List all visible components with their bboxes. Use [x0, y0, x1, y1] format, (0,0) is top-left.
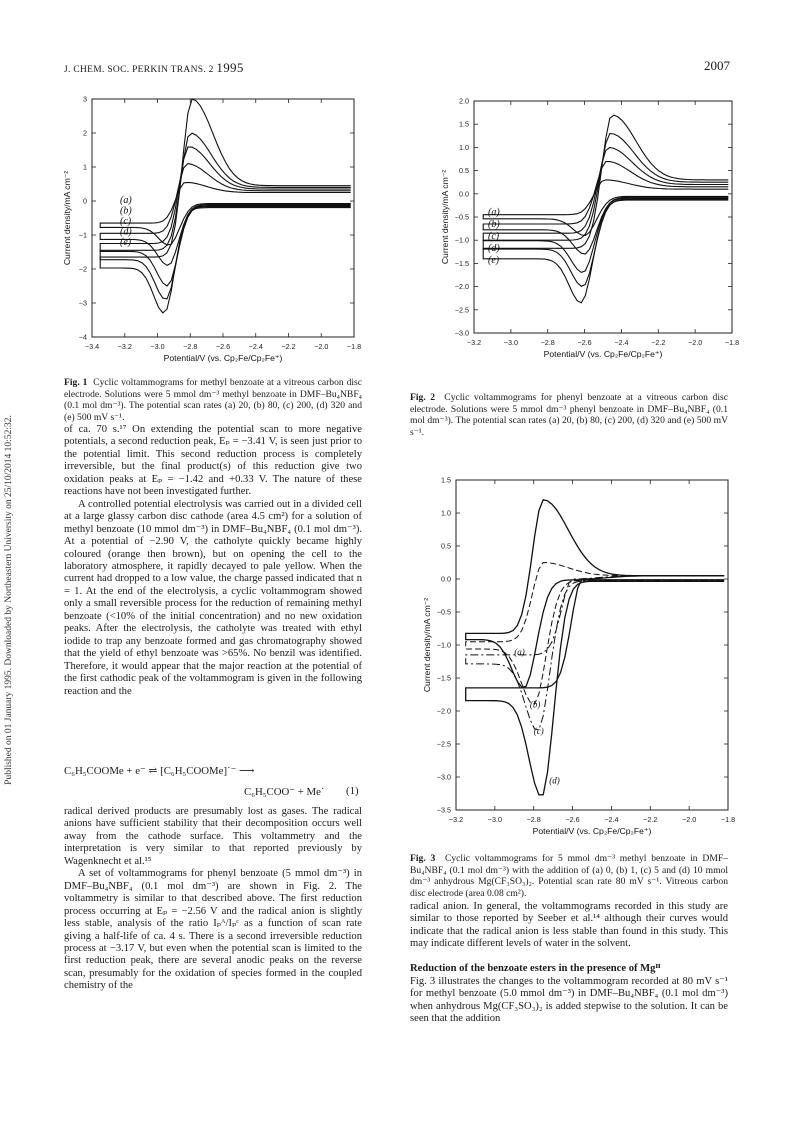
download-notice: [2, 200, 16, 1000]
y-tick-label: 3: [83, 94, 87, 104]
figure-2-caption: [410, 392, 728, 438]
y-tick-label: 2: [83, 128, 87, 138]
y-tick-label: 2.0: [459, 96, 469, 106]
paragraph: A controlled potential electrolysis was carried out in a divided cell at a large glassy carbon disc cathode (area 4.5 cm²) for a solution of methyl benzoate (10 mmol dm⁻³) in DMF–Bu₄NBF₄ (0.1 mol dm⁻³). At a potential of −2.90 V, the catholyte quickly became highly coloured (orange then brown), but on opening the cell to the laboratory atmosphere, it rapidly decayed to pale yellow. When the current had dropped to a low value, the charge passed indicated that n = 1. At the end of the electrolysis, a cyclic voltammogram showed only a small reversible process for the reduction of remaining methyl benzoate (<10% of the initial concentration) and no new oxidation peaks. After the electrolysis, the catholyte was treated with ethyl iodide to trap any benzoate formed and gas chromatography showed that the yield of ethyl benzoate was >65%. No benzil was identified. Therefore, it would appear that the major reaction at the potential of the first cathodic peak of the voltammogram is given in the following reaction and the: [64, 498, 362, 697]
x-tick-label: −3.4: [84, 342, 100, 351]
figure-1-caption-text: Cyclic voltammograms for methyl benzoate at a vitreous carbon disc electrode. Solutions were 5 mmol dm⁻³ methyl benzoate in DMF–Bu₄NBF₄ (0.1 mol dm⁻³). The potential scan rates (a) 20, (b) 80, (c) 200, (d) 320 and (e) 500 mV s⁻¹.: [64, 377, 363, 423]
series-line-c: [100, 147, 351, 286]
curve-label: (e): [488, 255, 500, 266]
right-column-text: [410, 901, 728, 951]
x-tick-label: −1.8: [724, 338, 740, 347]
y-axis-label: Current density/mA cm⁻²: [422, 597, 432, 693]
plot-frame: [92, 99, 354, 337]
x-tick-label: −2.2: [281, 342, 296, 351]
figure-1-caption-label: Fig. 1: [64, 377, 88, 388]
equation-1-line-1: C₆H₅COOMe + e⁻ ⇌ [C₆H₅COOMe]˙⁻ ⟶: [64, 765, 255, 777]
y-tick-label: −1.0: [436, 640, 451, 650]
x-tick-label: −3.0: [503, 338, 518, 347]
x-axis-label: Potential/V (vs. Cp₂Fe/Cp₂Fe⁺): [532, 826, 652, 836]
curve-label: (c): [533, 726, 544, 737]
figure-3-caption-text: Cyclic voltammograms for 5 mmol dm⁻³ methyl benzoate in DMF–Bu₄NBF₄ (0.1 mol dm⁻³) with the addition of (a) 0, (b) 1, (c) 5 and (d) 10 mmol dm⁻³ anhydrous Mg(CF₃SO₃)₂. Potential scan rate 80 mV s⁻¹. Vitreous carbon disc electrode (area 0.08 cm²).: [410, 853, 728, 899]
series-line-a: [100, 182, 351, 245]
x-tick-label: −1.8: [346, 342, 362, 351]
x-tick-label: −2.8: [183, 342, 198, 351]
curve-label: (e): [120, 237, 132, 248]
figure-3-chart: [418, 470, 736, 845]
curve-label: (a): [488, 207, 500, 218]
figure-1-caption: [64, 377, 362, 423]
curve-label: (b): [529, 699, 541, 710]
figure-2-caption-label: Fig. 2: [410, 392, 436, 403]
y-tick-label: −0.5: [454, 212, 469, 222]
y-tick-label: 1.5: [441, 475, 451, 485]
curve-label: (a): [514, 646, 525, 657]
x-tick-label: −2.6: [577, 338, 592, 347]
left-column-text-top: [64, 424, 362, 698]
curve-label: (b): [488, 219, 500, 230]
page-number: 2007: [704, 58, 730, 73]
y-tick-label: 1.0: [441, 508, 451, 518]
y-tick-label: −3.0: [436, 772, 451, 782]
paragraph: radical anion. In general, the voltammograms recorded in this study are similar to those reported by Seeber et al.¹⁴ although their curves would indicate that the radical anion is less stable than found in this study. This may indicate different levels of water in the solvent.: [410, 901, 728, 950]
paragraph: A set of voltammograms for phenyl benzoate (5 mmol dm⁻³) in DMF–Bu₄NBF₄ (0.1 mol dm⁻³) are shown in Fig. 2. The voltammetry is similar to that described above. The first reduction process occurring at Eₚ = −2.56 V and the radical anion is slightly less stable, analysis of the ratio Iₚᴬ/Iₚᶜ as a function of scan rate giving a half-life of ca. 4 s. There is a second irreversible reduction process at −3.17 V, but even when the potential scan is limited to the first reduction peak, there are several anodic peaks on the reverse scan, presumably for the oxidation of species formed in the coupled chemistry of the: [64, 868, 362, 992]
y-tick-label: −3.0: [454, 328, 469, 338]
x-tick-label: −3.0: [487, 815, 502, 824]
equation-1-number: (1): [346, 785, 359, 797]
y-tick-label: 0.0: [441, 574, 451, 584]
left-column-text-bottom: [64, 806, 362, 993]
y-tick-label: −4: [78, 332, 87, 342]
y-tick-label: −3.5: [436, 805, 451, 815]
paragraph: Fig. 3 illustrates the changes to the voltammogram recorded at 80 mV s⁻¹ for methyl benzoate (5.0 mmol dm⁻³) in DMF–Bu₄NBF₄ (0.1 mol dm⁻³) when anhydrous Mg(CF₃SO₃)₂ is added stepwise to the solution. It can be seen that the addition: [410, 976, 728, 1025]
x-axis-label: Potential/V (vs. Cp₂Fe/Cp₂Fe⁺): [543, 349, 663, 359]
y-tick-label: −1: [78, 230, 87, 240]
y-tick-label: 0: [83, 196, 87, 206]
figure-3-caption: [410, 853, 728, 899]
curve-label: (c): [120, 216, 132, 227]
y-tick-label: −2.5: [454, 305, 469, 315]
curve-label: (a): [120, 195, 132, 206]
figure-2: [438, 95, 738, 383]
curve-label: (c): [488, 231, 500, 242]
y-tick-label: 0.5: [459, 166, 469, 176]
curve-label: (d): [120, 226, 132, 238]
journal-year: 1995: [216, 60, 244, 75]
curve-label: (d): [488, 243, 500, 254]
y-tick-label: −1.5: [436, 673, 451, 683]
y-tick-label: 0.5: [441, 541, 451, 551]
x-tick-label: −2.2: [643, 815, 658, 824]
plot-frame: [456, 480, 728, 810]
y-tick-label: −3: [78, 298, 87, 308]
y-tick-label: −2: [78, 264, 87, 274]
x-tick-label: −3.0: [150, 342, 165, 351]
figure-2-chart: [438, 95, 738, 383]
x-tick-label: −2.6: [215, 342, 231, 351]
y-tick-label: 1: [83, 162, 87, 172]
journal-name: J. CHEM. SOC. PERKIN TRANS. 2: [64, 65, 214, 75]
y-tick-label: −2.0: [436, 706, 451, 716]
series-line-d: [100, 133, 351, 299]
section-heading: Reduction of the benzoate esters in the presence of Mgᴵᴵ: [410, 963, 661, 974]
curve-label: (d): [549, 775, 560, 786]
figure-1: [58, 94, 362, 370]
paragraph: of ca. 70 s.¹⁷ On extending the potential scan to more negative potentials, a second reduction peak, Eₚ = −3.41 V, is seen just prior to the potential limit. This second reduction process is completely irreversible, but the final product(s) of this reduction give two oxidation peaks at Eₚ = −1.42 and +0.33 V. The nature of these reactions have not been investigated further.: [64, 424, 362, 498]
x-tick-label: −3.2: [117, 342, 132, 351]
y-axis-label: Current density/mA cm⁻²: [62, 170, 72, 266]
x-tick-label: −2.4: [248, 342, 263, 351]
figure-2-caption-text: Cyclic voltammograms for phenyl benzoate at a vitreous carbon disc electrode. Solutions were 5 mmol dm⁻³ phenyl benzoate in DMF–Bu₄NBF₄ (0.1 mol dm⁻³). The potential scan rates (a) 20, (b) 80, (c) 200, (d) 320 and (e) 500 mV s⁻¹.: [410, 392, 729, 438]
download-notice-text: Published on 01 January 1995. Downloaded by Northeastern University on 25/10/2014 10:52:32.: [4, 415, 14, 785]
series-line-a: [466, 500, 724, 687]
x-tick-label: −2.4: [604, 815, 619, 824]
x-tick-label: −2.4: [614, 338, 629, 347]
curve-label: (b): [120, 205, 132, 217]
series-line-c: [483, 148, 728, 273]
x-tick-label: −2.8: [540, 338, 555, 347]
x-tick-label: −2.6: [565, 815, 580, 824]
y-tick-label: −1.0: [454, 235, 469, 245]
x-tick-label: −2.8: [526, 815, 541, 824]
series-line-d: [466, 576, 724, 795]
x-tick-label: −1.8: [720, 815, 736, 824]
y-tick-label: 1.5: [459, 119, 469, 129]
y-tick-label: 0.0: [459, 189, 469, 199]
y-tick-label: −2.5: [436, 739, 451, 749]
y-tick-label: −2.0: [454, 282, 469, 292]
x-tick-label: −3.2: [466, 338, 482, 347]
x-tick-label: −2.2: [651, 338, 666, 347]
x-tick-label: −2.0: [688, 338, 703, 347]
figure-1-chart: [58, 94, 362, 370]
equation-1-line-2: C₆H₅COO⁻ + Me˙: [244, 786, 325, 798]
y-tick-label: −0.5: [436, 607, 451, 617]
x-axis-label: Potential/V (vs. Cp₂Fe/Cp₂Fe⁺): [163, 353, 283, 363]
figure-3-caption-label: Fig. 3: [410, 853, 436, 864]
right-column-text-2: [410, 976, 728, 1026]
figure-3: [418, 470, 736, 845]
running-header: [64, 60, 244, 76]
y-tick-label: −1.5: [454, 258, 469, 268]
x-tick-label: −3.2: [448, 815, 464, 824]
x-tick-label: −2.0: [682, 815, 697, 824]
paragraph: radical derived products are presumably lost as gases. The radical anions have sufficient stability that their decomposition occurs well away from the cathode surface. This voltammetry and the interpretation is very similar to that reported previously by Wagenknecht et al.¹⁵: [64, 806, 362, 867]
y-tick-label: 1.0: [459, 142, 469, 152]
y-axis-label: Current density/mA cm⁻²: [440, 169, 450, 265]
x-tick-label: −2.0: [314, 342, 329, 351]
